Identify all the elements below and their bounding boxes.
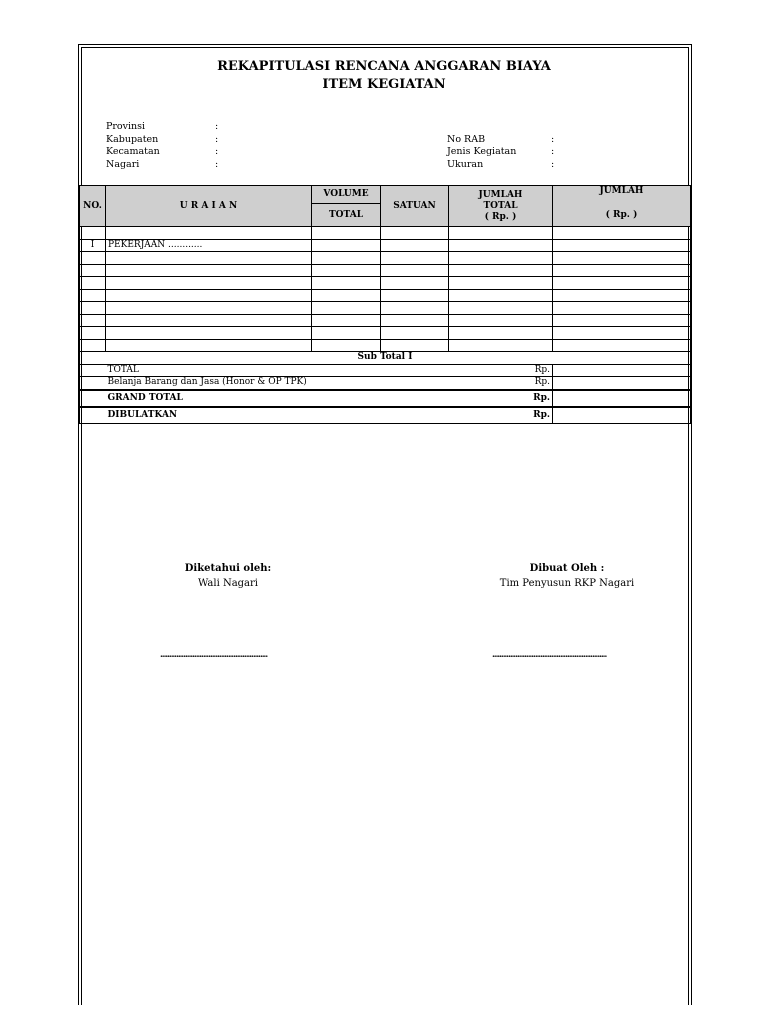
signature-right-heading: Dibuat Oleh : — [529, 563, 605, 574]
table-row — [80, 239, 691, 252]
document-title: REKAPITULASI RENCANA ANGGARAN BIAYA — [217, 59, 551, 74]
summary-row-grand-total — [80, 390, 691, 407]
row-number: I — [80, 239, 106, 252]
summary-cell — [106, 407, 553, 424]
signature-right-line: ................................................................ — [492, 649, 607, 659]
info-colon: : — [215, 146, 219, 157]
info-label-provinsi: Provinsi — [106, 121, 146, 132]
table-row — [80, 264, 691, 277]
table-row — [80, 302, 691, 315]
subtotal-label: Sub Total I — [80, 352, 691, 365]
table-row — [80, 339, 691, 352]
table-row — [80, 252, 691, 265]
summary-rp: Rp. — [534, 377, 550, 388]
summary-row-total — [80, 364, 691, 377]
header-jumlah-line1: JUMLAH — [599, 186, 644, 196]
info-colon: : — [215, 159, 219, 170]
info-colon: : — [551, 159, 555, 170]
header-uraian: U R A I A N — [106, 186, 312, 227]
summary-cell — [106, 390, 553, 407]
info-label-kabupaten: Kabupaten — [106, 134, 159, 145]
header-no: NO. — [80, 186, 106, 227]
summary-label-dibulatkan: DIBULATKAN — [107, 409, 178, 420]
info-colon: : — [551, 146, 555, 157]
table-row — [80, 314, 691, 327]
signature-left-heading: Diketahui oleh: — [184, 563, 272, 574]
header-jumlah-total-line3: ( Rp. ) — [484, 211, 517, 222]
rab-table — [79, 185, 691, 424]
summary-label-grand-total: GRAND TOTAL — [107, 392, 183, 403]
header-jumlah-total-line1: JUMLAH — [478, 189, 523, 200]
table-row — [80, 277, 691, 290]
table-header-row — [80, 186, 691, 204]
summary-rp: Rp. — [534, 364, 550, 375]
table-row — [80, 289, 691, 302]
subtotal-row — [80, 352, 691, 365]
info-label-no-rab: No RAB — [447, 134, 486, 145]
info-colon: : — [215, 121, 219, 132]
header-satuan: SATUAN — [381, 186, 449, 227]
header-jumlah — [553, 186, 691, 227]
info-colon: : — [215, 134, 219, 145]
header-jumlah-total-line2: TOTAL — [483, 200, 518, 211]
header-jumlah-line2: ( Rp. ) — [605, 210, 638, 220]
table-row — [80, 327, 691, 340]
table-row — [80, 227, 691, 240]
signature-left-line: ............................................................ — [160, 649, 268, 659]
summary-label-total: TOTAL — [107, 364, 139, 375]
row-uraian: PEKERJAAN ............ — [106, 239, 312, 252]
signature-left-role: Wali Nagari — [198, 578, 258, 589]
header-volume: VOLUME — [312, 186, 381, 204]
header-jumlah-total — [449, 186, 553, 227]
info-label-jenis-kegiatan: Jenis Kegiatan — [447, 146, 517, 157]
signature-right-role: Tim Penyusun RKP Nagari — [499, 578, 635, 589]
info-label-kecamatan: Kecamatan — [106, 146, 160, 157]
info-colon: : — [551, 134, 555, 145]
info-label-nagari: Nagari — [106, 159, 140, 170]
summary-row-dibulatkan — [80, 407, 691, 424]
summary-row-belanja — [80, 377, 691, 390]
summary-rp: Rp. — [533, 409, 550, 420]
summary-cell — [106, 364, 553, 377]
summary-rp: Rp. — [533, 392, 550, 403]
info-label-ukuran: Ukuran — [447, 159, 484, 170]
header-volume-total: TOTAL — [312, 204, 381, 227]
summary-label-belanja: Belanja Barang dan Jasa (Honor & OP TPK) — [107, 377, 307, 388]
summary-cell — [106, 377, 553, 390]
document-subtitle: ITEM KEGIATAN — [322, 77, 446, 92]
